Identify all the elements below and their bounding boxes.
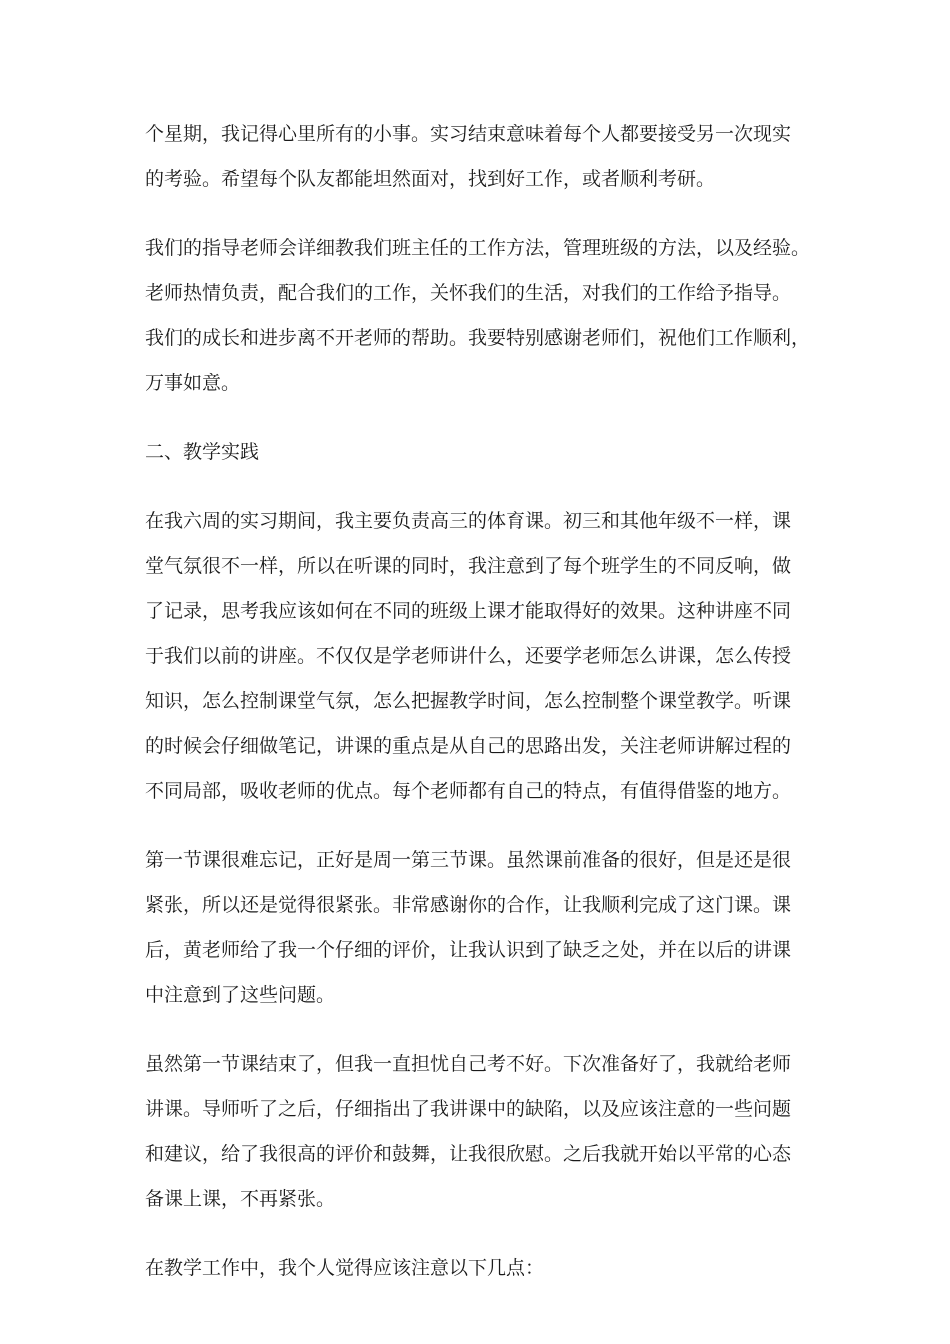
text-line: 我们的成长和进步离不开老师的帮助。我要特别感谢老师们，祝他们工作顺利，	[145, 327, 811, 349]
text-line: 了记录，思考我应该如何在不同的班级上课才能取得好的效果。这种讲座不同	[145, 600, 792, 622]
text-line: 第一节课很难忘记，正好是周一第三节课。虽然课前准备的很好，但是还是很	[145, 849, 792, 871]
paragraph-internship-end	[145, 112, 810, 202]
heading-text: 二、教学实践	[145, 441, 260, 463]
text-line: 老师热情负责，配合我们的工作，关怀我们的生活，对我们的工作给予指导。	[145, 282, 792, 304]
text-line: 后，黄老师给了我一个仔细的评价，让我认识到了缺乏之处，并在以后的讲课	[145, 939, 792, 961]
paragraph-teaching-points-intro	[145, 1246, 810, 1291]
text-line: 万事如意。	[145, 372, 241, 394]
text-line: 于我们以前的讲座。不仅仅是学老师讲什么，还要学老师怎么讲课，怎么传授	[145, 645, 792, 667]
paragraph-first-lesson	[145, 838, 810, 1018]
text-line: 知识，怎么控制课堂气氛，怎么把握教学时间，怎么控制整个课堂教学。听课	[145, 690, 792, 712]
text-line: 备课上课，不再紧张。	[145, 1188, 336, 1210]
paragraph-after-first-lesson	[145, 1042, 810, 1222]
text-line: 我们的指导老师会详细教我们班主任的工作方法，管理班级的方法，以及经验。	[145, 237, 811, 259]
text-line: 中注意到了这些问题。	[145, 984, 336, 1006]
paragraph-teaching-period	[145, 499, 810, 814]
text-line: 虽然第一节课结束了，但我一直担忧自己考不好。下次准备好了，我就给老师	[145, 1053, 792, 1075]
text-line: 紧张，所以还是觉得很紧张。非常感谢你的合作，让我顺利完成了这门课。课	[145, 894, 792, 916]
text-line: 的考验。希望每个队友都能坦然面对，找到好工作，或者顺利考研。	[145, 168, 716, 190]
text-line: 在教学工作中，我个人觉得应该注意以下几点：	[145, 1257, 545, 1279]
text-line: 个星期，我记得心里所有的小事。实习结束意味着每个人都要接受另一次现实	[145, 123, 792, 145]
text-line: 不同局部，吸收老师的优点。每个老师都有自己的特点，有值得借鉴的地方。	[145, 780, 792, 802]
text-line: 的时候会仔细做笔记，讲课的重点是从自己的思路出发，关注老师讲解过程的	[145, 735, 792, 757]
document-body	[145, 112, 810, 1315]
text-line: 讲课。导师听了之后，仔细指出了我讲课中的缺陷，以及应该注意的一些问题	[145, 1098, 792, 1120]
text-line: 堂气氛很不一样，所以在听课的同时，我注意到了每个班学生的不同反响，做	[145, 555, 792, 577]
text-line: 在我六周的实习期间，我主要负责高三的体育课。初三和其他年级不一样，课	[145, 510, 792, 532]
text-line: 和建议，给了我很高的评价和鼓舞，让我很欣慰。之后我就开始以平常的心态	[145, 1143, 792, 1165]
paragraph-teacher-thanks	[145, 226, 810, 406]
section-heading	[145, 430, 810, 475]
